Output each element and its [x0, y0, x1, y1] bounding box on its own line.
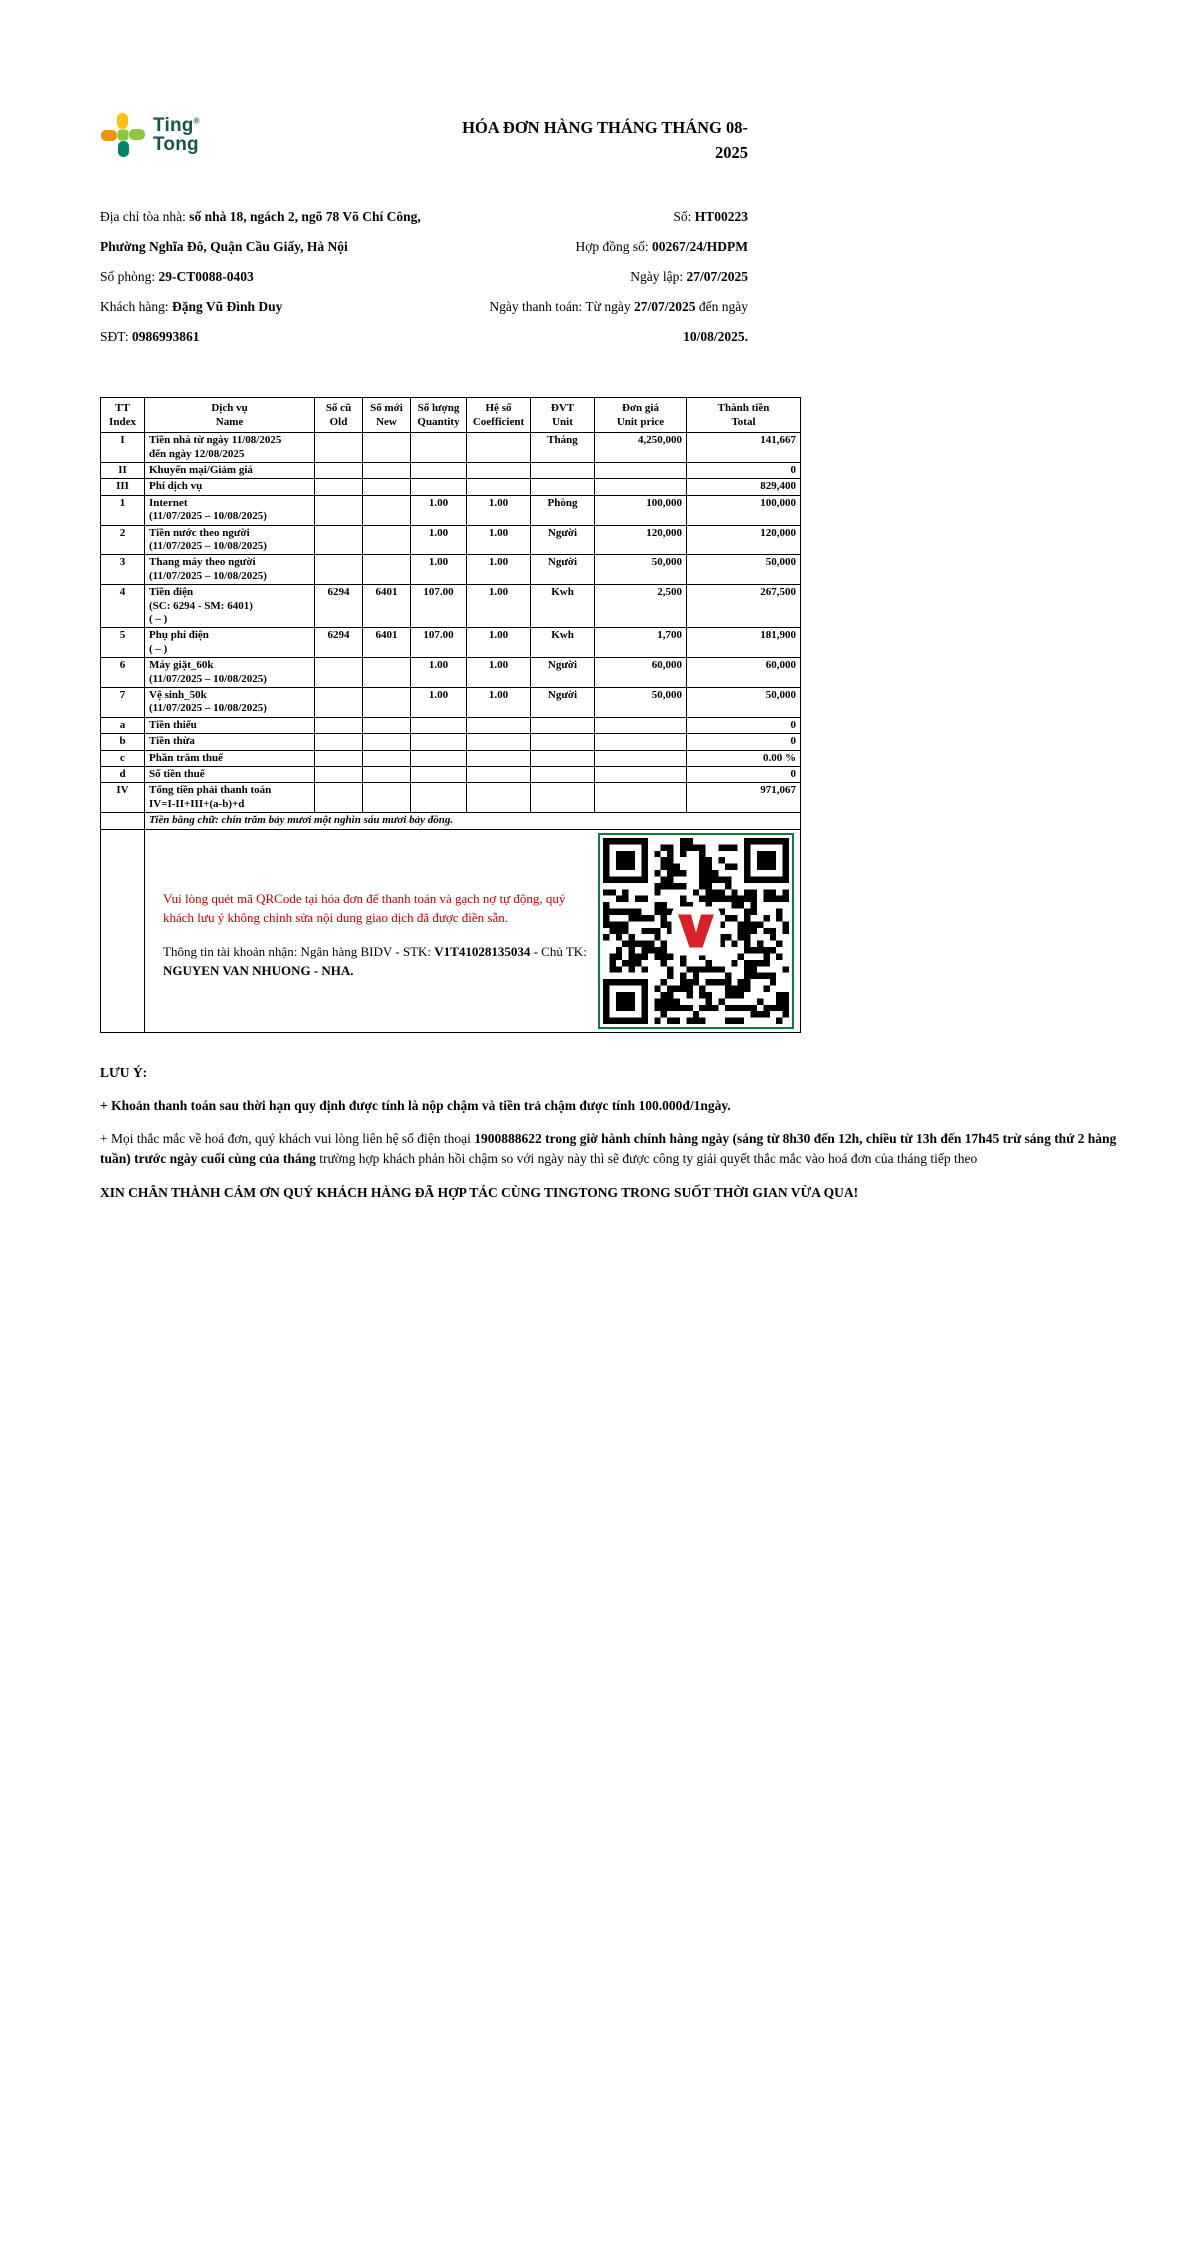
cell-service-name: Thang máy theo người (11/07/2025 – 10/08/2025) — [145, 555, 315, 585]
payment-row — [101, 829, 801, 1032]
bank-account-info — [163, 942, 598, 981]
cell-coefficient: 1.00 — [467, 495, 531, 525]
amount-in-words-label: Tiền bằng chữ: — [149, 814, 222, 827]
invoice-title: HÓA ĐƠN HÀNG THÁNG THÁNG 08-2025 — [462, 118, 748, 162]
cell-total: 60,000 — [687, 658, 801, 688]
service-row — [101, 734, 801, 750]
service-row — [101, 462, 801, 478]
cell-unit: Người — [531, 555, 595, 585]
text-segment: 00267/24/HDPM — [652, 238, 748, 254]
cell-coefficient: 1.00 — [467, 628, 531, 658]
cell-unit — [531, 783, 595, 813]
cell-coefficient — [467, 750, 531, 766]
cell-unit: Kwh — [531, 628, 595, 658]
cell-unit: Phòng — [531, 495, 595, 525]
cell-index — [101, 829, 145, 1032]
column-header: Số mới New — [363, 397, 411, 433]
cell-quantity — [411, 750, 467, 766]
cell-quantity: 1.00 — [411, 555, 467, 585]
cell-unit-price — [595, 479, 687, 495]
cell-quantity — [411, 734, 467, 750]
service-row — [101, 750, 801, 766]
cell-unit-price: 120,000 — [595, 525, 687, 555]
cell-quantity: 107.00 — [411, 628, 467, 658]
cell-coefficient — [467, 717, 531, 733]
cell-index: 2 — [101, 525, 145, 555]
cell-quantity: 1.00 — [411, 658, 467, 688]
cell-unit-price: 100,000 — [595, 495, 687, 525]
cell-unit-price: 50,000 — [595, 555, 687, 585]
cell-quantity — [411, 479, 467, 495]
cell-old-reading — [315, 783, 363, 813]
cell-unit-price: 4,250,000 — [595, 433, 687, 463]
cell-total: 0.00 % — [687, 750, 801, 766]
cell-service-name: Tổng tiền phải thanh toán IV=I-II+III+(a-b)+d — [145, 783, 315, 813]
column-header: ĐVT Unit — [531, 397, 595, 433]
text-segment: Số: — [673, 208, 695, 224]
cell-new-reading — [363, 433, 411, 463]
text-segment: 27/07/2025 — [686, 268, 748, 284]
cell-index: a — [101, 717, 145, 733]
cell-total: 120,000 — [687, 525, 801, 555]
column-header: Thành tiền Total — [687, 397, 801, 433]
room-number — [100, 262, 432, 292]
cell-old-reading — [315, 462, 363, 478]
text-segment: Ngày lập: — [630, 268, 687, 284]
cell-total: 100,000 — [687, 495, 801, 525]
service-row — [101, 433, 801, 463]
cell-old-reading — [315, 658, 363, 688]
cell-quantity: 1.00 — [411, 495, 467, 525]
cell-unit-price: 50,000 — [595, 688, 687, 718]
service-row — [101, 767, 801, 783]
invoice-header — [100, 112, 748, 166]
cell-total: 0 — [687, 717, 801, 733]
service-row — [101, 479, 801, 495]
cell-new-reading — [363, 783, 411, 813]
cell-new-reading: 6401 — [363, 628, 411, 658]
column-header: Đơn giá Unit price — [595, 397, 687, 433]
qr-frame — [598, 833, 794, 1029]
cell-coefficient: 1.00 — [467, 525, 531, 555]
cell-coefficient — [467, 783, 531, 813]
cell-unit-price: 2,500 — [595, 585, 687, 628]
cell-service-name: Tiền thiếu — [145, 717, 315, 733]
cell-quantity — [411, 783, 467, 813]
cell-new-reading — [363, 734, 411, 750]
cell-quantity — [411, 767, 467, 783]
cell-coefficient: 1.00 — [467, 585, 531, 628]
cell-old-reading — [315, 525, 363, 555]
cell-service-name: Internet (11/07/2025 – 10/08/2025) — [145, 495, 315, 525]
cell-service-name: Khuyến mại/Giảm giá — [145, 462, 315, 478]
cell-old-reading: 6294 — [315, 628, 363, 658]
cell-index: III — [101, 479, 145, 495]
text-segment: 10/08/2025. — [683, 328, 748, 344]
cell-service-name: Vệ sinh_50k (11/07/2025 – 10/08/2025) — [145, 688, 315, 718]
service-row — [101, 717, 801, 733]
column-header: Dịch vụ Name — [145, 397, 315, 433]
text-segment: HT00223 — [694, 208, 748, 224]
cell-quantity — [411, 462, 467, 478]
tingtong-logo — [100, 112, 200, 158]
cell-unit — [531, 717, 595, 733]
cell-service-name: Phí dịch vụ — [145, 479, 315, 495]
text-segment: Địa chỉ tòa nhà: — [100, 208, 190, 224]
cell-coefficient — [467, 767, 531, 783]
text-segment: + Mọi thắc mắc về hoá đơn, quý khách vui lòng liên hệ số điện thoại — [100, 1131, 475, 1147]
cell-unit-price — [595, 734, 687, 750]
column-header: TT Index — [101, 397, 145, 433]
cell-unit: Tháng — [531, 433, 595, 463]
invoice-number — [476, 202, 748, 232]
cell-old-reading — [315, 750, 363, 766]
logo-wordmark — [153, 116, 200, 155]
footer-note-contact — [100, 1129, 1135, 1170]
cell-unit — [531, 750, 595, 766]
cell-new-reading — [363, 717, 411, 733]
cell-coefficient — [467, 462, 531, 478]
amount-in-words-value: chín trăm bảy mươi một nghìn sáu mươi bảy đồng. — [221, 814, 454, 827]
building-address — [100, 202, 432, 262]
cell-new-reading — [363, 555, 411, 585]
text-segment: 29-CT0088-0403 — [158, 268, 254, 284]
cell-quantity — [411, 717, 467, 733]
service-row — [101, 628, 801, 658]
footer-note-title: LƯU Ý: — [100, 1064, 148, 1080]
column-header: Số cũ Old — [315, 397, 363, 433]
cell-index: 3 — [101, 555, 145, 585]
tingtong-logo-icon — [100, 112, 146, 158]
cell-index: c — [101, 750, 145, 766]
cell-total: 50,000 — [687, 555, 801, 585]
cell-index: b — [101, 734, 145, 750]
cell-old-reading — [315, 433, 363, 463]
cell-total: 267,500 — [687, 585, 801, 628]
service-row — [101, 658, 801, 688]
service-row — [101, 688, 801, 718]
text-segment: đến ngày — [695, 298, 748, 314]
cell-new-reading — [363, 688, 411, 718]
cell-service-name: Tiền nhà từ ngày 11/08/2025 đến ngày 12/08/2025 — [145, 433, 315, 463]
logo-text-line1: Ting — [153, 114, 194, 136]
service-row — [101, 783, 801, 813]
cell-unit: Người — [531, 688, 595, 718]
cell-new-reading — [363, 750, 411, 766]
cell-old-reading — [315, 688, 363, 718]
amount-in-words-row — [101, 813, 801, 829]
cell-unit-price — [595, 750, 687, 766]
cell-unit: Kwh — [531, 585, 595, 628]
text-segment: 0986993861 — [131, 328, 200, 344]
cell-index: 6 — [101, 658, 145, 688]
text-segment: Khách hàng: — [100, 298, 172, 314]
cell-old-reading — [315, 495, 363, 525]
cell-service-name: Số tiền thuế — [145, 767, 315, 783]
footer-note-late-payment: + Khoản thanh toán sau thời hạn quy định được tính là nộp chậm và tiền trả chậm được tính 100.000đ/1ngày. — [100, 1097, 731, 1113]
cell-total: 0 — [687, 734, 801, 750]
column-header: Hệ số Coefficient — [467, 397, 531, 433]
text-segment: Hợp đồng số: — [575, 238, 652, 254]
cell-index: II — [101, 462, 145, 478]
cell-coefficient — [467, 433, 531, 463]
cell-unit — [531, 734, 595, 750]
invoice-table-header-row — [101, 397, 801, 433]
cell-unit — [531, 479, 595, 495]
cell-quantity: 107.00 — [411, 585, 467, 628]
cell-total: 181,900 — [687, 628, 801, 658]
cell-unit: Người — [531, 525, 595, 555]
cell-unit — [531, 767, 595, 783]
customer-name — [100, 292, 432, 322]
invoice-table — [100, 397, 801, 1033]
cell-old-reading — [315, 717, 363, 733]
qr-instruction-text: Vui lòng quét mã QRCode tại hóa đơn để thanh toán và gạch nợ tự động, quý khách lưu ý không chỉnh sửa nội dung giao dịch đã được điền sẵn. — [163, 890, 566, 926]
cell-coefficient: 1.00 — [467, 658, 531, 688]
cell-index: 7 — [101, 688, 145, 718]
invoice-info — [100, 202, 748, 352]
footer-thank-you: XIN CHÂN THÀNH CẢM ƠN QUÝ KHÁCH HÀNG ĐÃ HỢP TÁC CÙNG TINGTONG TRONG SUỐT THỜI GIAN VỪA QUA! — [100, 1184, 859, 1200]
cell-quantity: 1.00 — [411, 525, 467, 555]
cell-old-reading — [315, 479, 363, 495]
text-segment: Thông tin tài khoản nhận: Ngân hàng BIDV - STK: — [163, 943, 435, 959]
cell-service-name: Phần trăm thuế — [145, 750, 315, 766]
cell-new-reading — [363, 495, 411, 525]
amount-in-words — [145, 813, 801, 829]
cell-service-name: Tiền điện (SC: 6294 - SM: 6401) ( – ) — [145, 585, 315, 628]
info-right-column — [476, 202, 748, 352]
text-segment: Số phòng: — [100, 268, 159, 284]
service-row — [101, 555, 801, 585]
text-segment: số nhà 18, ngách 2, ngõ 78 Võ Chí Công, Phường Nghĩa Đô, Quận Cầu Giấy, Hà Nội — [100, 208, 421, 254]
cell-total: 0 — [687, 462, 801, 478]
cell-new-reading: 6401 — [363, 585, 411, 628]
text-segment: Ngày thanh toán: Từ ngày — [489, 298, 634, 314]
cell-new-reading — [363, 479, 411, 495]
cell-new-reading — [363, 767, 411, 783]
cell-coefficient — [467, 479, 531, 495]
text-segment: Đặng Vũ Đình Duy — [171, 298, 283, 314]
issue-date — [476, 262, 748, 292]
cell-total: 829,400 — [687, 479, 801, 495]
text-segment: NGUYEN VAN NHUONG - NHA. — [163, 963, 354, 979]
cell-unit: Người — [531, 658, 595, 688]
cell-unit-price — [595, 783, 687, 813]
cell-quantity: 1.00 — [411, 688, 467, 718]
cell-service-name: Máy giặt_60k (11/07/2025 – 10/08/2025) — [145, 658, 315, 688]
cell-total: 0 — [687, 767, 801, 783]
logo-text-line2: Tong — [153, 134, 199, 155]
cell-index: 4 — [101, 585, 145, 628]
info-left-column — [100, 202, 432, 352]
cell-unit-price — [595, 462, 687, 478]
cell-coefficient: 1.00 — [467, 555, 531, 585]
cell-unit-price: 1,700 — [595, 628, 687, 658]
payment-cell — [145, 829, 801, 1032]
service-row — [101, 525, 801, 555]
cell-unit — [531, 462, 595, 478]
cell-index: IV — [101, 783, 145, 813]
cell-service-name: Tiền thừa — [145, 734, 315, 750]
registered-mark: ® — [193, 116, 200, 126]
text-segment: 1900888622 trong giờ hành chính hàng ngày (sáng từ 8h30 đến 12h, chiều từ 13h đến 17h45 trừ sáng thứ 2 hàng tuần) trước ngày cuối cùng của tháng — [100, 1131, 1117, 1167]
text-segment: - Chủ TK: — [530, 943, 587, 959]
cell-service-name: Tiền nước theo người (11/07/2025 – 10/08/2025) — [145, 525, 315, 555]
text-segment: trường hợp khách phản hồi chậm so với ngày này thì sẽ được công ty giải quyết thắc mắc vào hoá đơn của tháng tiếp theo — [319, 1151, 978, 1167]
cell-coefficient: 1.00 — [467, 688, 531, 718]
qr-code — [603, 838, 789, 1024]
text-segment: 27/07/2025 — [634, 298, 696, 314]
cell-index: I — [101, 433, 145, 463]
cell-new-reading — [363, 462, 411, 478]
cell-quantity — [411, 433, 467, 463]
cell-old-reading — [315, 767, 363, 783]
contract-number — [476, 232, 748, 262]
payment-period — [476, 292, 748, 352]
cell-total: 971,067 — [687, 783, 801, 813]
service-row — [101, 585, 801, 628]
cell-old-reading — [315, 734, 363, 750]
cell-old-reading: 6294 — [315, 585, 363, 628]
cell-new-reading — [363, 525, 411, 555]
text-segment: V1T41028135034 — [434, 943, 531, 959]
footer-notes — [100, 1063, 1135, 1203]
payment-text-block — [149, 831, 598, 981]
cell-unit-price: 60,000 — [595, 658, 687, 688]
cell-index: 5 — [101, 628, 145, 658]
cell-unit-price — [595, 767, 687, 783]
cell-service-name: Phụ phí điện ( – ) — [145, 628, 315, 658]
cell-old-reading — [315, 555, 363, 585]
service-row — [101, 495, 801, 525]
cell-unit-price — [595, 717, 687, 733]
phone-number — [100, 322, 432, 352]
cell-index — [101, 813, 145, 829]
cell-coefficient — [467, 734, 531, 750]
cell-index: d — [101, 767, 145, 783]
invoice-page — [100, 112, 1135, 1216]
cell-total: 50,000 — [687, 688, 801, 718]
cell-total: 141,667 — [687, 433, 801, 463]
cell-new-reading — [363, 658, 411, 688]
column-header: Số lượng Quantity — [411, 397, 467, 433]
text-segment: SĐT: — [100, 328, 132, 344]
cell-index: 1 — [101, 495, 145, 525]
invoice-table-body — [101, 433, 801, 813]
